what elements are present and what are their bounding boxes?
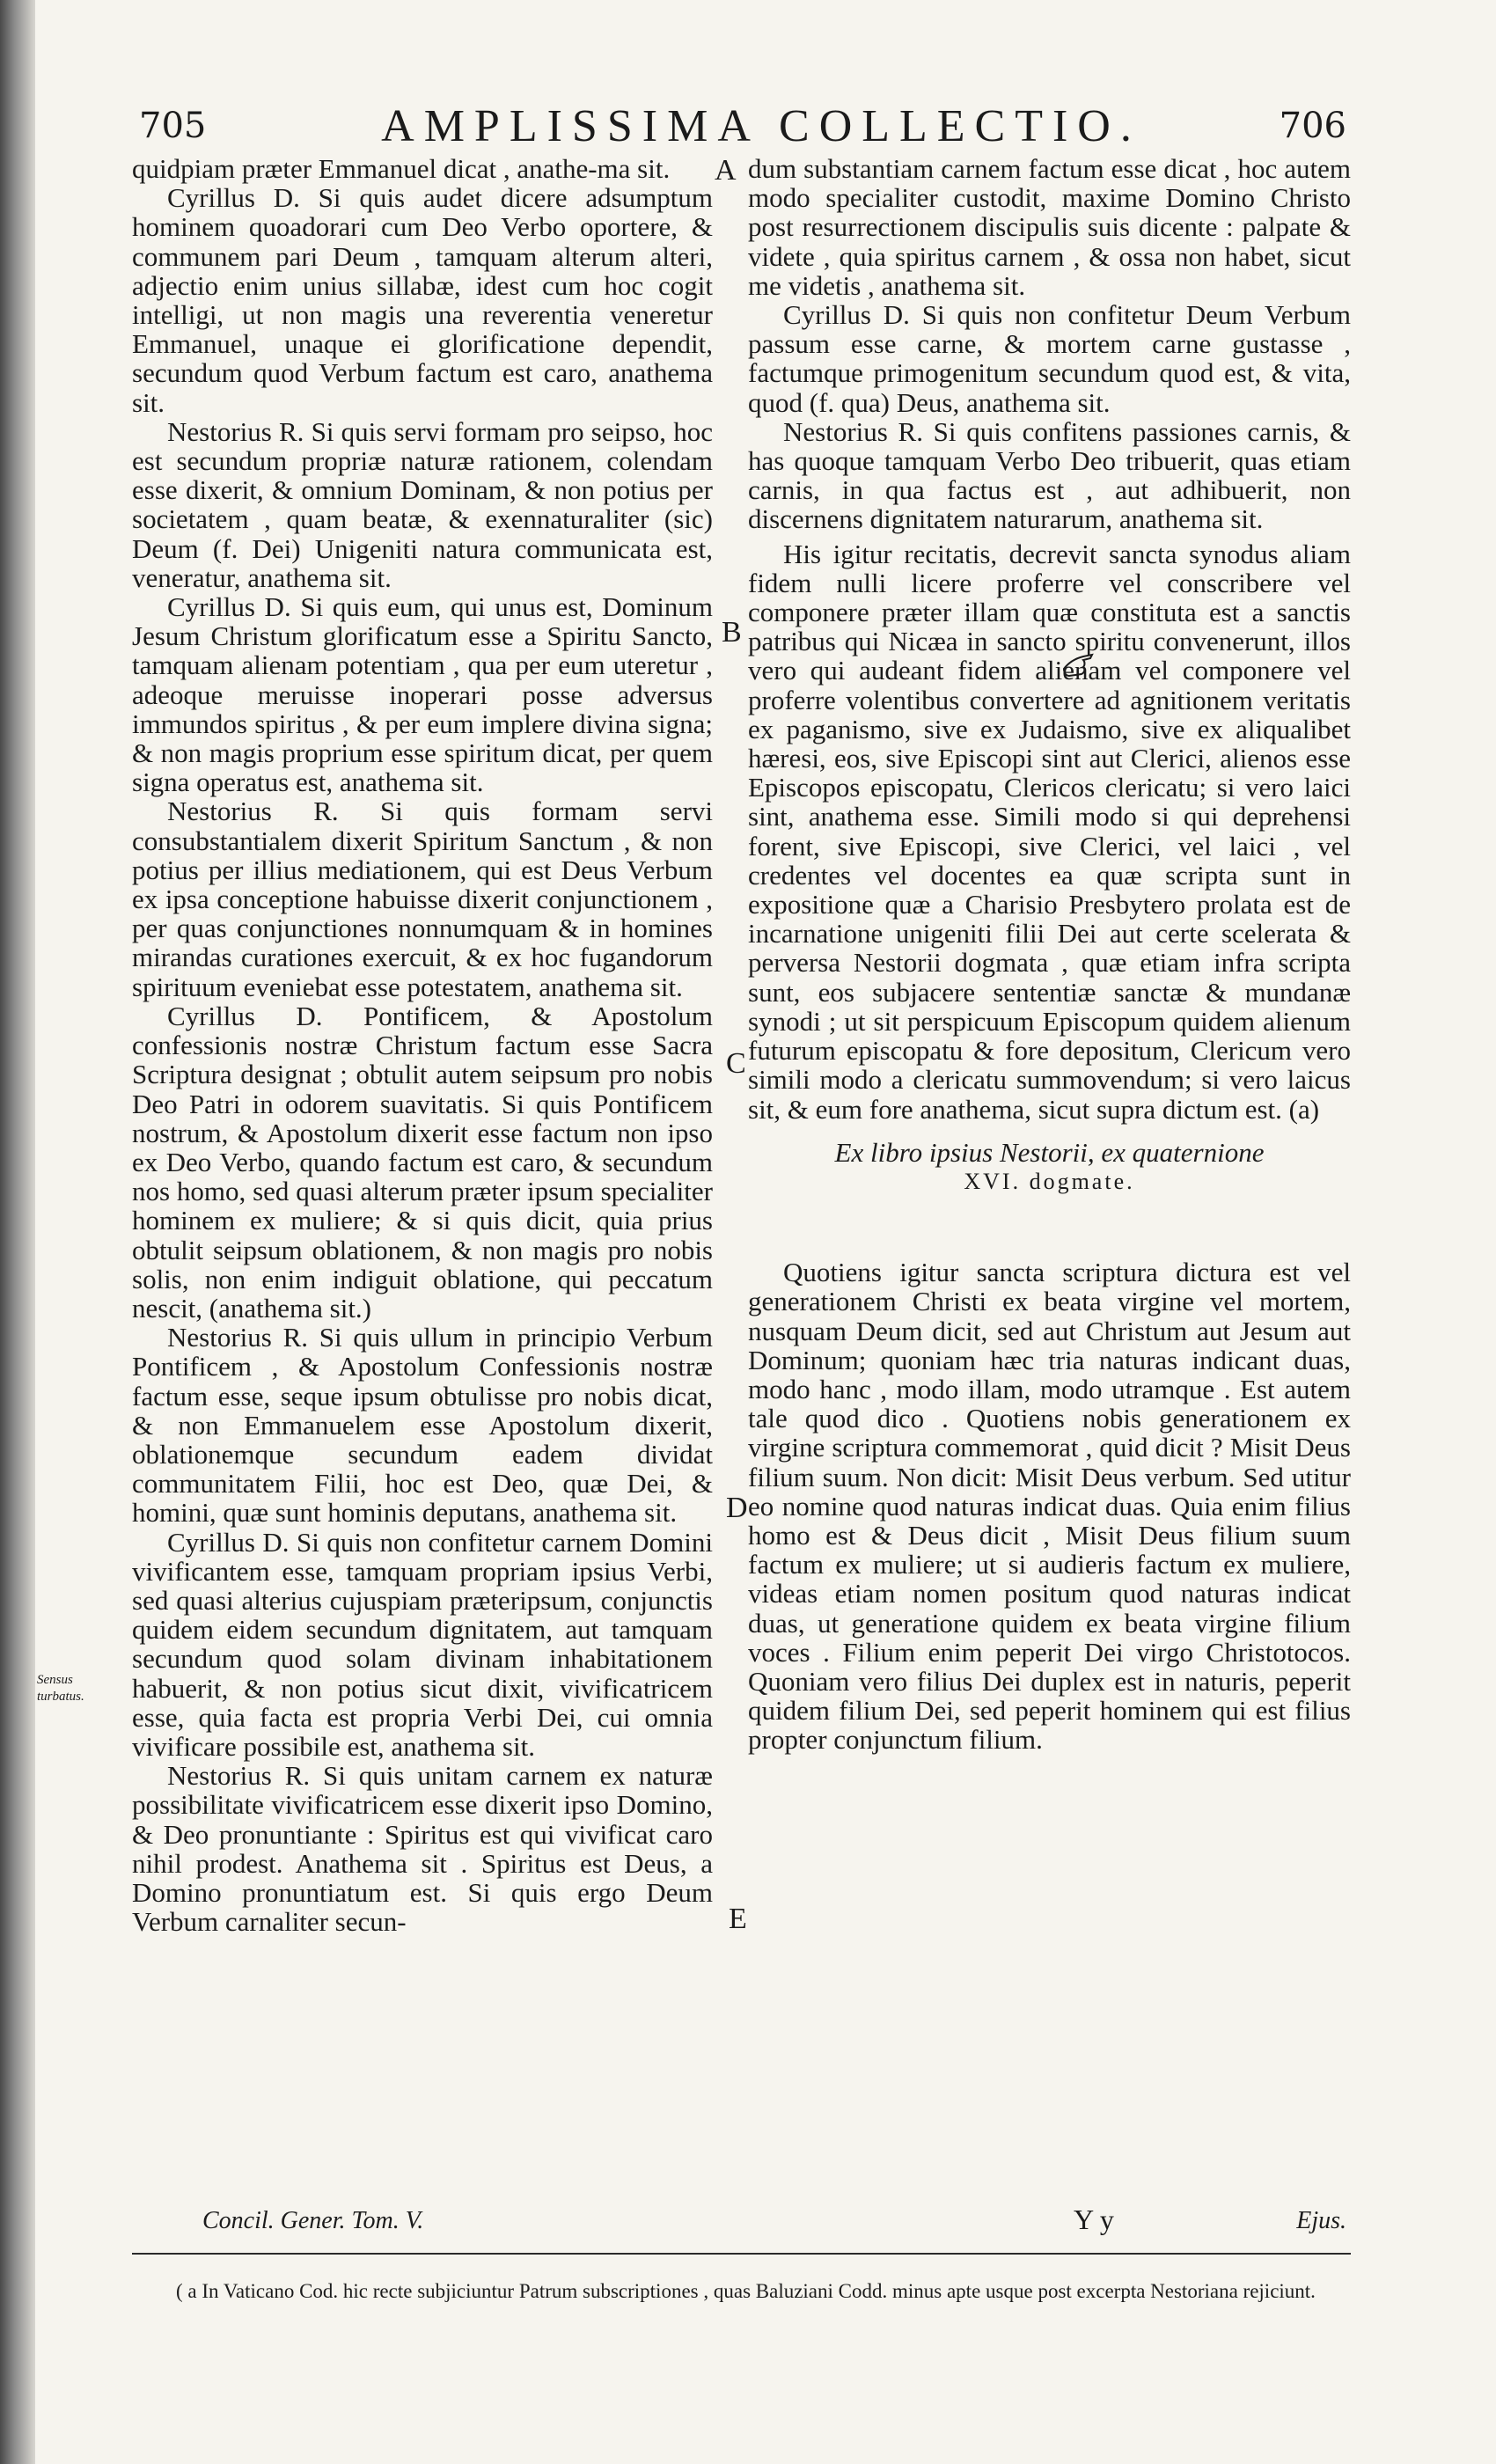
section-marker-d: D <box>726 1492 748 1524</box>
paragraph: Nestorius R. Si quis formam servi consubstantialem dixerit Spiritum Sanctum , & non potius per illius mediationem, qui est Deus Verbum ex ipsa conceptione habuisse dixerit conjunctionem , per quas conjunctiones nonnumquam & in homines mirandas curationes exercuit, & ex hoc fugandorum spirituum eveniebat esse potestatem, anathema sit. <box>132 796 713 1002</box>
left-column <box>132 154 713 1936</box>
paragraph: Nestorius R. Si quis confitens passiones carnis, & has quoque tamquam Verbo Deo tribuerit, quas etiam carnis, in qua factus est , aut adhibuerit, non discernens dignitatem naturarum, anathema sit. <box>748 415 1351 535</box>
book-gutter-shadow <box>0 0 35 2464</box>
paragraph: Cyrillus D. Si quis audet dicere adsumptum hominem quoadorari cum Deo Verbo oportere, & communem pari Deum , tamquam alterum alteri, adjectio enim unius sillabæ, idest cum hoc cogit intelligi, ut non magis una reverentia veneretur Emmanuel, unaque ei glorificatione dependit, secundum quod Verbum factum est caro, anathema sit. <box>132 182 713 418</box>
section-marker-c: C <box>726 1047 746 1080</box>
section-title: Ex libro ipsius Nestorii, ex quaternione <box>834 1136 1265 1168</box>
paragraph: Cyrillus D. Si quis eum, qui unus est, Dominum Jesum Christum glorificatum esse a Spiritu Sancto, tamquam alienam potentiam , qua per eum uteretur , adeoque meruisse inoperari posse adversus immundos spiritus , & per eum implere divina signa; & non magis proprium esse spiritum dicat, per quem signa operatus est, anathema sit. <box>132 591 713 798</box>
paragraph: Nestorius R. Si quis unitam carnem ex naturæ possibilitate vivificatricem esse dixerit ipso Domino, & Deo pronuntiante : Spiritus est qui vivificat caro nihil prodest. Anathema sit . Spiritus est Deus, a Domino pronuntiatum est. Si quis ergo Deum Verbum carnaliter secun- <box>132 1760 713 1938</box>
paragraph: His igitur recitatis, decrevit sancta synodus aliam fidem nulli licere proferre vel conscribere vel componere præter illam quæ constituta est a sanctis patribus qui Nicæa in sancto spiritu convenerunt, illos vero qui audeant fidem alienam vel componere vel proferre volentibus convertere ad agnitionem veritatis ex paganismo, sive ex Judaismo, sive ex aliqualibet hæresi, eos, sive Episcopi sint aut Clerici, alienos esse Episcopos episcopatu, Clericos clericatu; si vero laici sint, anathema esse. Simili modo si qui deprehensi forent, sive Episcopi, sive Clerici, vel laici , vel credentes vel docentes ea quæ scripta sunt in expositione quæ a Charisio Presbytero prolata est de incarnatione unigeniti filii Dei aut certe scelerata & perversa Nestorii dogmata , quæ etiam infra scripta sunt, eos subjacere sententiæ sanctæ & mundanæ synodi ; ut sit perspicuum Episcopum quidem alienum futurum episcopatu & fore depositum, Clericum vero simili modo a clericatu summovendum; si vero laicus sit, & eum fore anathema, sicut supra dictum est. (a) <box>748 538 1351 1125</box>
right-page-number: 706 <box>1279 106 1346 146</box>
section-subtitle: XVI. dogmate. <box>964 1168 1135 1194</box>
running-header <box>132 97 1346 158</box>
section-marker-a: A <box>715 154 737 187</box>
right-column <box>748 154 1351 1755</box>
margin-note: Sensus turbatus. <box>37 1673 84 1704</box>
footnote: ( a In Vaticano Cod. hic recte subjiciuntur Patrum subscriptiones , quas Baluziani Codd. minus apte usque post excerpta Nestoriana rejiciunt. <box>176 2280 1316 2302</box>
section-marker-b: B <box>722 616 742 649</box>
left-page-number: 705 <box>139 106 207 146</box>
footnote-divider <box>132 2253 1351 2255</box>
paragraph: Quotiens igitur sancta scriptura dictura est vel generationem Christi ex beata virgine vel mortem, nusquam Deum dicit, sed aut Christum aut Jesum aut Dominum; quoniam hæc tria naturas indicant duas, modo hanc , modo illam, modo utramque . Est autem tale quod dico . Quotiens nobis generationem ex virgine scriptura commemorat , quid dicit ? Misit Deus filium suum. Non dicit: Misit Deus verbum. Sed utitur eo nomine quod naturas indicat duas. Quia enim filius homo est & Deus dicit , Misit Deus filium suum factum ex muliere; ut si audieris factum ex muliere, videas etiam nomen positum quod naturas indicat duas, ut generatione quidem ex beata virgine filium voces . Filium enim peperit Dei virgo Christotocos. Quoniam vero filius Dei duplex est in naturis, peperit quidem filium Dei, sed peperit hominem qui est filius propter conjunctum filium. <box>748 1257 1351 1756</box>
page-footer <box>132 2200 1346 2244</box>
pointing-hand-icon <box>1060 649 1096 681</box>
paragraph: Cyrillus D. Pontificem, & Apostolum confessionis nostræ Christum factum esse Sacra Scriptura designat ; obtulit autem seipsum pro nobis Deo Patri in odorem suavitatis. Si quis Pontificem nostrum, & Apostolum dixerit esse factum non ipso ex Deo Verbo, quando factum est caro, & secundum nos homo, sed quasi alterum præter ipsum specialiter hominem ex muliere; & si quis dicit, quia prius obtulit seipsum oblationem, & non magis pro nobis solis, non enim indiguit oblatione, qui peccatum nescit, (anathema sit.) <box>132 1000 713 1324</box>
catchword: Ejus. <box>1296 2207 1346 2234</box>
paragraph: Cyrillus D. Si quis non confitetur Deum Verbum passum esse carne, & mortem carne gustasse , factumque primogenitum secundum quod est, & vita, quod (f. qua) Deus, anathema sit. <box>748 299 1351 418</box>
paragraph: Cyrillus D. Si quis non confitetur carnem Domini vivificantem esse, tamquam propriam ipsius Verbi, sed quasi alterius cujuspiam præteripsum, conjunctis quidem eidem secundum dignitatem, aut tamquam secundum quod solam divinam inhabitationem habuerit, & non potius sicut dixit, vivificatricem esse, quia facta est propria Verbi Dei, cui omnia vivificare possibile est, anathema sit. <box>132 1526 713 1762</box>
paragraph: Nestorius R. Si quis servi formam pro seipso, hoc est secundum propriæ naturæ rationem, colendam esse dixerit, & omnium Dominam, & non potius per societatem , quam beatæ, & exennaturaliter (sic) Deum (f. Dei) Unigeniti natura communicata est, veneratur, anathema sit. <box>132 415 713 593</box>
paragraph: Nestorius R. Si quis ullum in principio Verbum Pontificem , & Apostolum Confessionis nostræ factum esse, seque ipsum obtulisse pro nobis dicat, & non Emmanuelem esse Apostolum dixerit, oblationemque secundum eadem dividat communitatem Filii, hoc est Deo, quæ Dei, & homini, quæ sunt hominis deputans, anathema sit. <box>132 1322 713 1529</box>
signature-mark: Y y <box>1074 2204 1114 2235</box>
section-marker-e: E <box>729 1903 747 1935</box>
paragraph: dum substantiam carnem factum esse dicat , hoc autem modo specialiter custodit, maxime Domino Christo post resurrectionem discipulis suis dicente : palpate & videte , quia spiritus carnem , & ossa non habet, sicut me videtis , anathema sit. <box>748 153 1351 301</box>
running-title: AMPLISSIMA COLLECTIO. <box>381 101 1141 151</box>
paragraph: quidpiam præter Emmanuel dicat , anathe-ma sit. <box>132 153 671 184</box>
volume-line: Concil. Gener. Tom. V. <box>202 2207 424 2234</box>
